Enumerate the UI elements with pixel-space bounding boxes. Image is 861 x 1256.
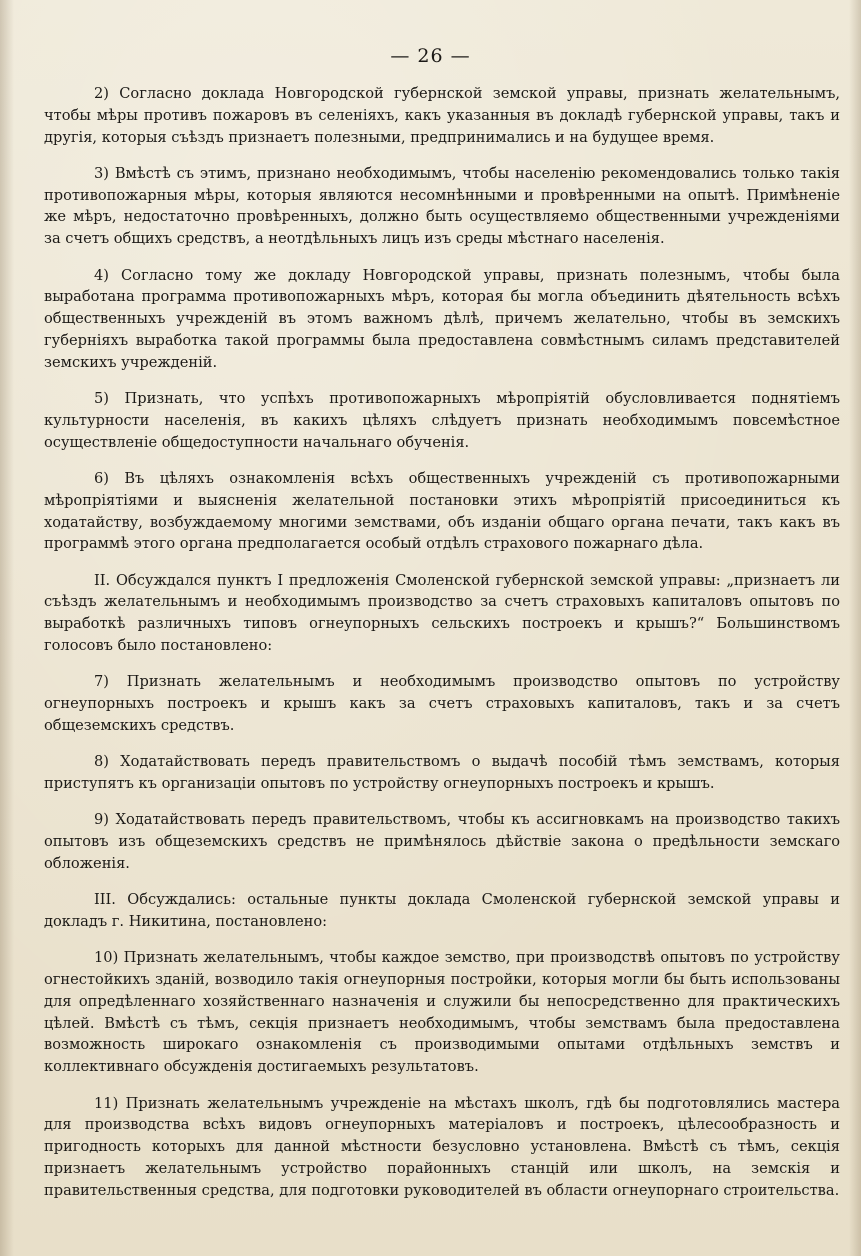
paragraph-9: 9) Ходатайствовать передъ правительствомъ, чтобы къ ассигновкамъ на производство такихъ опытовъ изъ общеземскихъ средствъ не примѣнялось дѣйствіе закона о предѣльности земскаго обложенія. (44, 811, 840, 872)
paragraph-4: 4) Согласно тому же докладу Новгородской управы, признать полезнымъ, чтобы была выработана программа противопожарныхъ мѣръ, которая бы могла объединить дѣятельность всѣхъ общественныхъ учрежденій въ этомъ важномъ дѣлѣ, причемъ желательно, чтобы въ земскихъ губерніяхъ выработка такой программы была предоставлена совмѣстнымъ силамъ представителей земскихъ учрежденій. (44, 266, 840, 371)
paragraph-10: 10) Признать желательнымъ, чтобы каждое земство, при производствѣ опытовъ по устройству огнестойкихъ зданій, возводило такія огнеупорныя постройки, которыя могли бы быть использованы для опредѣленнаго хозяйственнаго назначенія и служили бы непосредственно для практическихъ цѣлей. Вмѣстѣ съ тѣмъ, секція признаетъ необходимымъ, чтобы земствамъ была предоставлена возможность широкаго ознакомленія съ производимыми опытами отдѣльныхъ земствъ и коллективнаго обсужденія достигаемыхъ результатовъ. (44, 949, 840, 1076)
paragraph-5: 5) Признать, что успѣхъ противопожарныхъ мѣропріятій обусловливается поднятіемъ культурности населенія, въ какихъ цѣляхъ слѣдуетъ признать необходимымъ повсемѣстное осуществленіе общедоступности начальнаго обученія. (44, 390, 840, 451)
paragraph-11: 11) Признать желательнымъ учрежденіе на мѣстахъ школъ, гдѣ бы подготовлялись мастера для производства всѣхъ видовъ огнеупорныхъ матеріаловъ и построекъ, цѣлесообразность и пригодность которыхъ для данной мѣстности безусловно установлена. Вмѣстѣ съ тѣмъ, секція признаетъ желательнымъ устройство порайонныхъ станцій или школъ, на земскія и правительственныя средства, для подготовки руководителей въ области огнеупорнаго строительства. (44, 1094, 840, 1199)
paragraph-6: 6) Въ цѣляхъ ознакомленія всѣхъ общественныхъ учрежденій съ противопожарными мѣропріятіями и выясненія желательной постановки этихъ мѣропріятій присоединиться къ ходатайству, возбуждаемому многими земствами, объ изданіи общаго органа печати, такъ какъ въ программѣ этого органа предполагается особый отдѣлъ страхового пожарнаго дѣла. (44, 469, 840, 553)
page-number: — 26 — (390, 45, 471, 67)
paragraph-8: 8) Ходатайствовать передъ правительствомъ о выдачѣ пособій тѣмъ земствамъ, которыя приступятъ къ организаціи опытовъ по устройству огнеупорныхъ построекъ и крышъ. (44, 753, 840, 793)
paragraph-7: 7) Признать желательнымъ и необходимымъ производство опытовъ по устройству огнеупорныхъ построекъ и крышъ какъ за счетъ страховыхъ капиталовъ, такъ и за счетъ общеземскихъ средствъ. (44, 673, 840, 734)
paragraph-2: 2) Согласно доклада Новгородской губернской земской управы, признать желательнымъ, чтобы мѣры противъ пожаровъ въ селеніяхъ, какъ указанныя въ докладѣ губернской управы, такъ и другія, которыя съѣздъ признаетъ полезными, предпринимались и на будущее время. (44, 85, 840, 146)
paragraph-3: 3) Вмѣстѣ съ этимъ, признано необходимымъ, чтобы населенію рекомендовались только такія противопожарныя мѣры, которыя являются несомнѣнными и провѣренными на опытѣ. Примѣненіе же мѣръ, недостаточно провѣренныхъ, должно быть осуществляемо общественными учрежденіями за счетъ общихъ средствъ, а неотдѣльныхъ лицъ изъ среды мѣстнаго населенія. (44, 164, 840, 248)
section-ii: II. Обсуждался пунктъ I предложенія Смоленской губернской земской управы: „признаетъ ли съѣздъ желательнымъ и необходимымъ производство за счетъ страховыхъ капиталовъ опытовъ по выработкѣ различныхъ типовъ огнеупорныхъ сельскихъ построекъ и крышъ?“ Большинствомъ голосовъ было постановлено: (44, 571, 840, 655)
document-body (44, 83, 840, 1216)
section-iii: III. Обсуждались: остальные пункты доклада Смоленской губернской земской управы и докладъ г. Никитина, постановлено: (44, 891, 840, 930)
